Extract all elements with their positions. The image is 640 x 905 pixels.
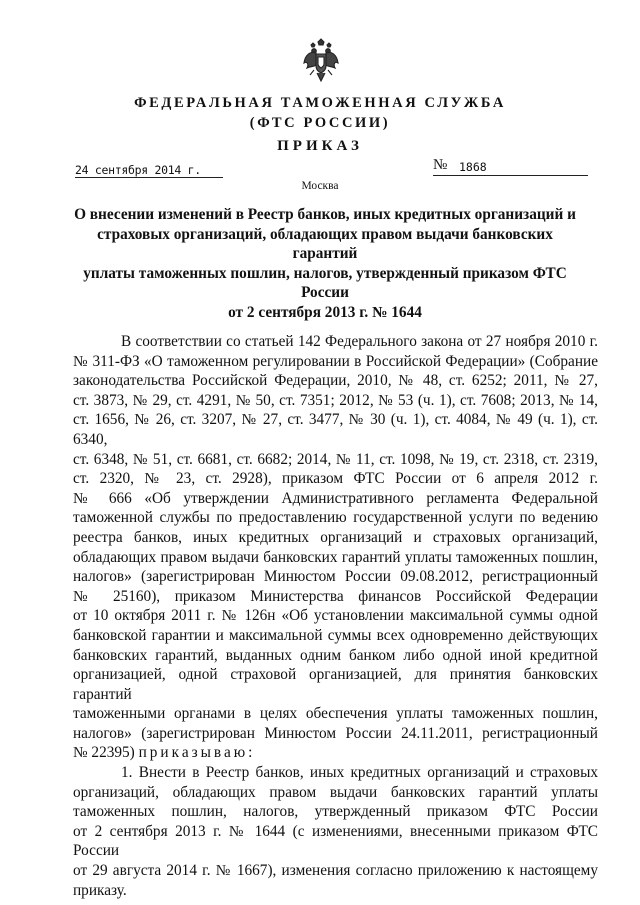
preamble-line: № 311-ФЗ «О таможенном регулировании в Российской Федерации» (Собрание (73, 352, 598, 370)
order-number-field (433, 157, 588, 176)
subject-line: уплаты таможенных пошлин, налогов, утвержденный приказом ФТС России (83, 264, 567, 301)
preamble-line: ст. 6348, № 51, ст. 6681, ст. 6682; 2014, № 11, ст. 1098, № 19, ст. 2318, ст. 2319, (73, 450, 598, 468)
item1-line: таможенных пошлин, налогов, утвержденный приказом ФТС России (73, 803, 598, 821)
city: Москва (301, 180, 339, 192)
preamble-line: ст. 2320, № 23, ст. 2928), приказом ФТС России от 6 апреля 2012 г. (73, 470, 598, 488)
item1-line: от 29 августа 2014 г. № 1667), изменения согласно приложению к настоящему (73, 862, 598, 880)
preamble-line: организацией, одной страховой организацией, для принятия банковских гарантий (73, 666, 598, 703)
preamble-last-line (73, 743, 598, 763)
preamble-line: ст. 1656, № 26, ст. 3207, № 27, ст. 3477, № 30 (ч. 1), ст. 4084, № 49 (ч. 1), ст. 6340, (73, 411, 598, 448)
order-directive: приказываю: (138, 744, 256, 762)
agency-name: ФЕДЕРАЛЬНАЯ ТАМОЖЕННАЯ СЛУЖБА (134, 95, 506, 111)
item1-line: 1. Внести в Реестр банков, иных кредитных организаций и страховых (121, 764, 598, 782)
preamble-line: налогов» (зарегистрирован Минюстом России 24.11.2011, регистрационный (73, 724, 598, 742)
document-type: ПРИКАЗ (277, 138, 363, 154)
preamble-line: № 25160), приказом Министерства финансов Российской Федерации (73, 587, 598, 605)
preamble-line: налогов» (зарегистрирован Минюстом России 09.08.2012, регистрационный (73, 568, 598, 586)
preamble-line: таможенными органами в целях обеспечения уплаты таможенных пошлин, (73, 705, 598, 723)
preamble-line: банковской гарантии и максимальной суммы всех одновременно действующих (73, 626, 598, 644)
item1-line: организаций, обладающих правом выдачи банковских гарантий уплаты (73, 783, 598, 801)
subject-line: страховых организаций, обладающих правом выдачи банковских гарантий (97, 225, 553, 262)
preamble-line: В соответствии со статьей 142 Федерального закона от 27 ноября 2010 г. (121, 333, 598, 350)
russian-coat-of-arms-icon (302, 37, 340, 85)
subject-line: от 2 сентября 2013 г. № 1644 (228, 303, 422, 321)
subject-line: О внесении изменений в Реестр банков, иных кредитных организаций и (74, 206, 576, 223)
preamble-last-prefix: № 22395) (73, 744, 139, 762)
preamble-line: обладающих правом выдачи банковских гарантий уплаты таможенных пошлин, (73, 548, 598, 566)
preamble-line: банковских гарантий, выданных одним банком либо одной иной кредитной (73, 646, 598, 664)
preamble-line: таможенной службы по предоставлению государственной услуги по ведению (73, 509, 598, 527)
item1-last-line: приказу. (73, 881, 127, 899)
preamble-line: ст. 3873, № 29, ст. 4291, № 50, ст. 7351; 2012, № 53 (ч. 1), ст. 7608; 2013, № 14, (73, 391, 598, 409)
preamble-line: от 10 октября 2011 г. № 126н «Об установлении максимальной суммы одной (73, 607, 598, 625)
order-date: 24 сентября 2014 г. (75, 163, 223, 178)
preamble-line: законодательства Российской Федерации, 2010, № 48, ст. 6252; 2011, № 27, (73, 372, 598, 390)
agency-abbreviation: (ФТС РОССИИ) (249, 115, 391, 131)
order-number: 1868 (459, 160, 487, 174)
order-subject (70, 205, 580, 322)
item1-line: от 2 сентября 2013 г. № 1644 (с изменениями, внесенными приказом ФТС России (73, 822, 598, 860)
order-body (73, 332, 598, 900)
preamble-line: № 666 «Об утверждении Административного регламента Федеральной (73, 489, 598, 507)
preamble-line: реестра банков, иных кредитных организаций и страховых организаций, (73, 528, 598, 546)
number-sign: № (433, 157, 448, 173)
